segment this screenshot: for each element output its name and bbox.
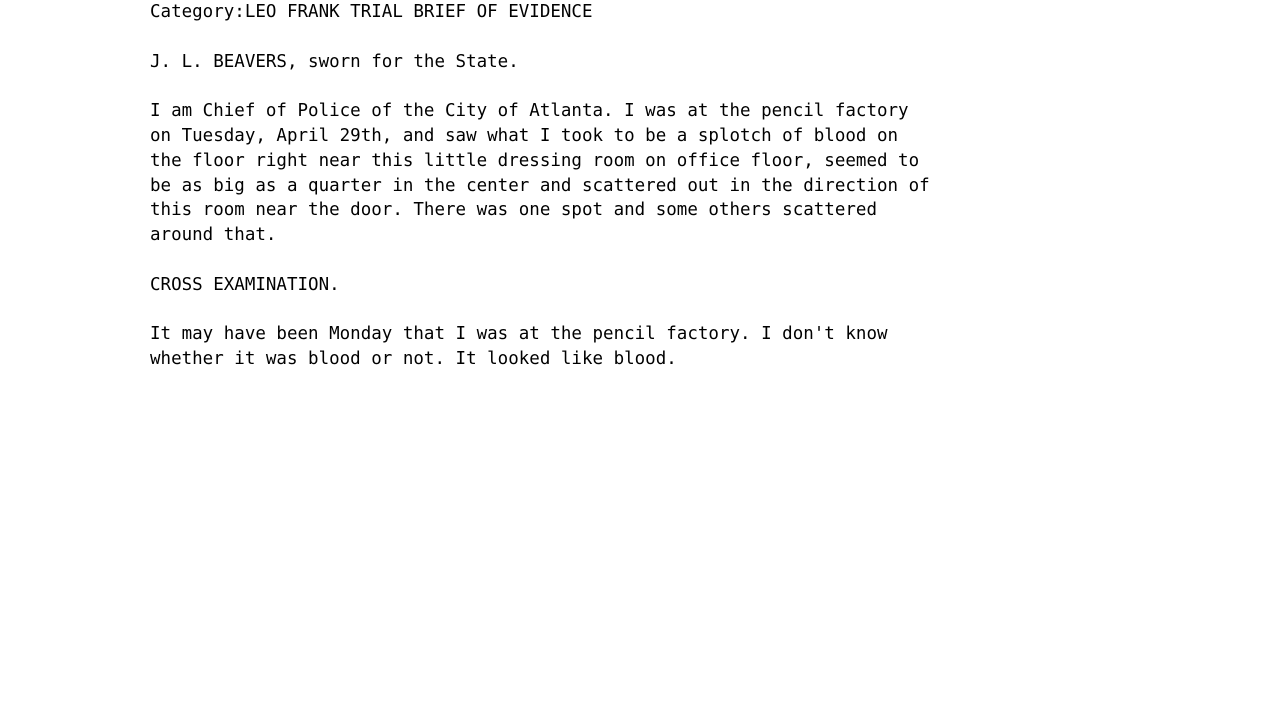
direct-testimony-paragraph: I am Chief of Police of the City of Atlanta. I was at the pencil factory on Tuesday, April 29th, and saw what I took to be a splotch of blood on the floor right near this little dressing room on office floor, seemed to be as big as a quarter in the center and scattered out in the direction of this room near the door. There was one spot and some others scattered around that. <box>150 101 930 246</box>
witness-statement-intro: J. L. BEAVERS, sworn for the State. <box>150 51 519 72</box>
document-body <box>150 0 1160 372</box>
cross-examination-paragraph: It may have been Monday that I was at the pencil factory. I don't know whether it was blood or not. It looked like blood. <box>150 324 888 370</box>
category-heading: Category:LEO FRANK TRIAL BRIEF OF EVIDENCE <box>150 2 593 22</box>
cross-examination-heading: CROSS EXAMINATION. <box>150 274 340 295</box>
